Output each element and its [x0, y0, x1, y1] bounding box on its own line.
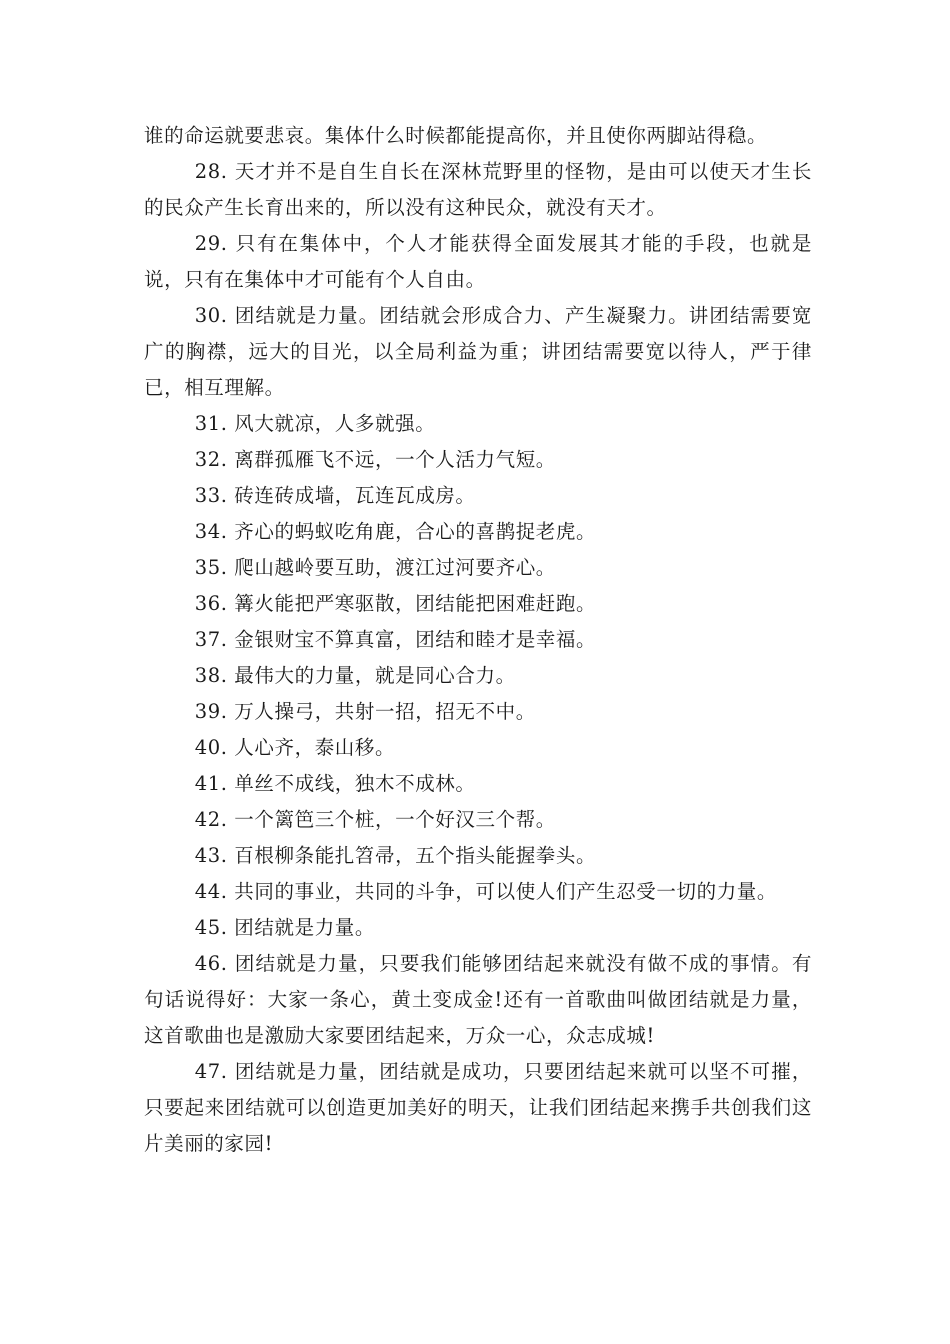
paragraph-30: 30. 团结就是力量。团结就会形成合力、产生凝聚力。讲团结需要宽广的胸襟，远大的目光，以全局利益为重；讲团结需要宽以待人，严于律已，相互理解。	[144, 304, 812, 399]
document-body	[144, 118, 812, 1162]
paragraph-37: 37. 金银财宝不算真富，团结和睦才是幸福。	[194, 628, 597, 651]
paragraph-47: 47. 团结就是力量，团结就是成功，只要团结起来就可以坚不可摧，只要起来团结就可以创造更加美好的明天，让我们团结起来携手共创我们这片美丽的家园!	[144, 1060, 812, 1155]
paragraph-44: 44. 共同的事业，共同的斗争，可以使人们产生忍受一切的力量。	[194, 880, 777, 903]
paragraph-42: 42. 一个篱笆三个桩，一个好汉三个帮。	[194, 808, 556, 831]
paragraph-36: 36. 篝火能把严寒驱散，团结能把困难赶跑。	[194, 592, 597, 615]
paragraph-continuation: 谁的命运就要悲哀。集体什么时候都能提高你，并且使你两脚站得稳。	[144, 124, 768, 147]
paragraph-45: 45. 团结就是力量。	[194, 916, 375, 939]
paragraph-35: 35. 爬山越岭要互助，渡江过河要齐心。	[194, 556, 556, 579]
paragraph-39: 39. 万人操弓，共射一招，招无不中。	[194, 700, 536, 723]
paragraph-31: 31. 风大就凉，人多就强。	[194, 412, 436, 435]
paragraph-33: 33. 砖连砖成墙，瓦连瓦成房。	[194, 484, 476, 507]
paragraph-32: 32. 离群孤雁飞不远，一个人活力气短。	[194, 448, 556, 471]
paragraph-29: 29. 只有在集体中，个人才能获得全面发展其才能的手段，也就是说，只有在集体中才可能有个人自由。	[144, 232, 812, 291]
paragraph-34: 34. 齐心的蚂蚁吃角鹿，合心的喜鹊捉老虎。	[194, 520, 597, 543]
paragraph-40: 40. 人心齐，泰山移。	[194, 736, 396, 759]
paragraph-41: 41. 单丝不成线，独木不成林。	[194, 772, 476, 795]
paragraph-43: 43. 百根柳条能扎笤帚，五个指头能握拳头。	[194, 844, 597, 867]
paragraph-46: 46. 团结就是力量，只要我们能够团结起来就没有做不成的事情。有句话说得好：大家一条心，黄土变成金!还有一首歌曲叫做团结就是力量，这首歌曲也是激励大家要团结起来，万众一心，众志成城!	[144, 952, 812, 1047]
paragraph-28: 28. 天才并不是自生自长在深林荒野里的怪物，是由可以使天才生长的民众产生长育出来的，所以没有这种民众，就没有天才。	[144, 160, 812, 219]
paragraph-38: 38. 最伟大的力量，就是同心合力。	[194, 664, 516, 687]
